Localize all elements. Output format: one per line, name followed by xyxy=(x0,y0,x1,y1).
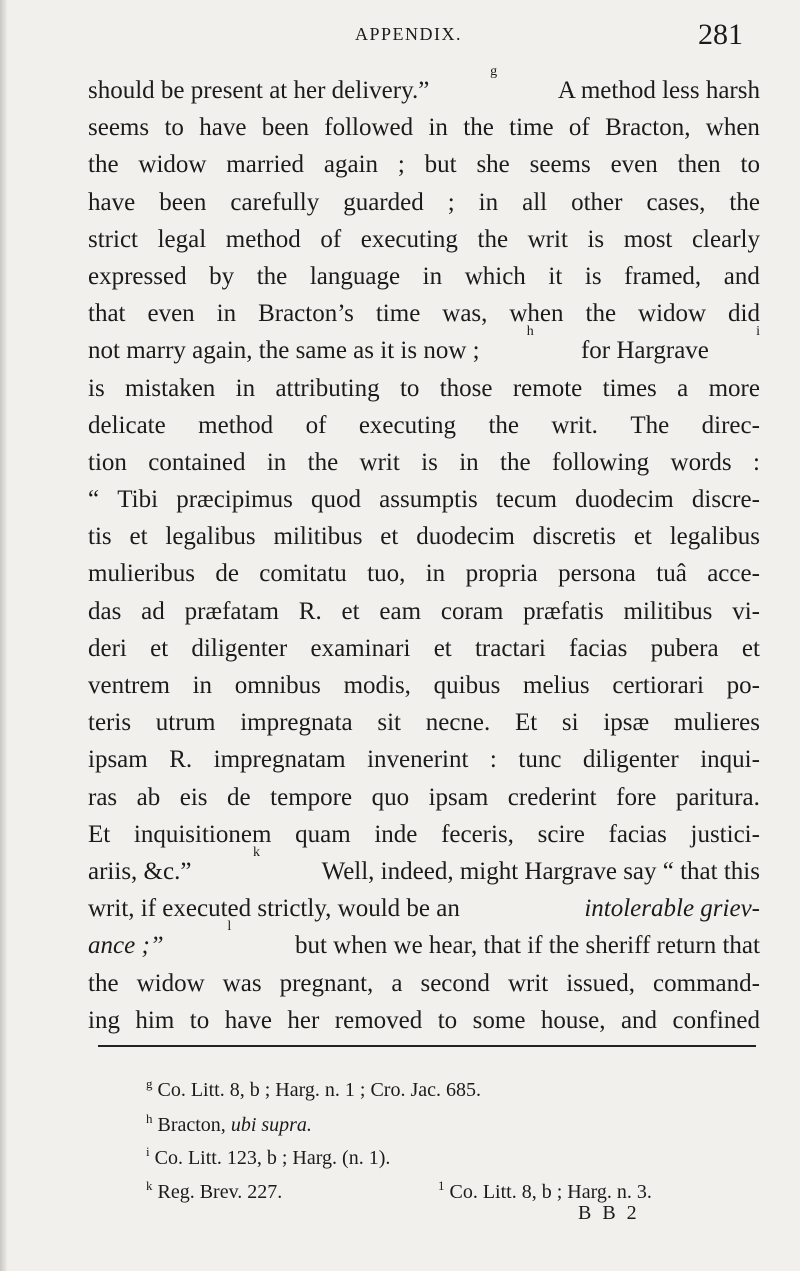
footnote-ref: k xyxy=(253,844,261,860)
text-line xyxy=(88,444,760,481)
word: diligenter xyxy=(582,746,679,774)
page-edge xyxy=(0,0,7,1271)
word: et xyxy=(433,634,452,662)
word: in xyxy=(235,374,256,402)
footnote-text: Co. Litt. 8, b ; Harg. n. 3. xyxy=(444,1181,652,1203)
word: quibus xyxy=(433,672,501,699)
running-head: APPENDIX. xyxy=(355,24,463,44)
text-run: A method less harsh xyxy=(557,77,760,104)
footnote-text: Co. Litt. 123, b ; Harg. (n. 1). xyxy=(149,1147,391,1169)
word: in xyxy=(422,262,443,290)
word: ad xyxy=(141,597,165,625)
page-header xyxy=(0,18,800,58)
footnote-mark: i xyxy=(146,1144,150,1159)
word: : xyxy=(752,448,760,476)
word: writ xyxy=(359,448,400,476)
word: po- xyxy=(726,672,760,699)
word: de xyxy=(215,560,239,588)
word: tis xyxy=(88,523,112,551)
word: ing xyxy=(88,1006,120,1034)
word: deri xyxy=(88,634,127,662)
word: time xyxy=(375,300,421,328)
text-line xyxy=(88,555,760,592)
text-line xyxy=(88,630,760,667)
word: et xyxy=(380,523,399,551)
word: method xyxy=(225,225,301,253)
word: but xyxy=(424,151,457,179)
page-number: 281 xyxy=(698,18,743,51)
word: carefully xyxy=(230,188,320,216)
word: in xyxy=(266,448,287,476)
text-line xyxy=(88,146,760,183)
word: contained xyxy=(148,448,246,476)
footnote-text: Reg. Brev. 227. xyxy=(152,1181,283,1203)
word: when xyxy=(705,114,760,142)
word: the xyxy=(477,225,509,253)
italic-run: ance ;” xyxy=(88,932,164,960)
text-run: not marry again, the same as it is now ; xyxy=(88,337,480,365)
word: direc- xyxy=(701,411,760,439)
word: paritura. xyxy=(675,783,760,811)
text-run: ariis, &c.” xyxy=(88,857,192,885)
word: fore xyxy=(616,783,657,811)
word: invenerint xyxy=(367,746,469,774)
word: widow xyxy=(136,969,205,997)
word: ipsam xyxy=(88,746,148,774)
word: married xyxy=(226,151,305,179)
footnote-i xyxy=(146,1143,390,1173)
word: language xyxy=(309,262,401,290)
word: necne. xyxy=(425,709,491,737)
word: the xyxy=(488,411,519,439)
text-line xyxy=(88,919,760,964)
word: quo xyxy=(371,783,410,811)
word: followed xyxy=(324,114,414,142)
footnote-ref: g xyxy=(490,64,498,79)
word: the xyxy=(256,262,288,290)
word: præcipimus xyxy=(176,486,293,514)
word: it xyxy=(548,262,563,290)
word: confined xyxy=(672,1006,760,1034)
word: is xyxy=(587,225,605,253)
word: acce- xyxy=(707,560,760,588)
word: issued, xyxy=(566,969,635,997)
word: seems xyxy=(529,151,591,179)
word: præfatis xyxy=(523,597,604,625)
word: feceris, xyxy=(441,820,514,848)
signature-mark: B B 2 xyxy=(578,1202,640,1224)
word: even xyxy=(147,300,195,328)
word: the xyxy=(500,448,531,476)
word: again xyxy=(323,151,379,179)
footnote-ref: l xyxy=(227,919,232,935)
italic-run: intolerable griev- xyxy=(584,895,760,923)
word: command- xyxy=(653,969,760,997)
word: cases, xyxy=(646,188,706,216)
text-line xyxy=(88,779,760,816)
word: tempore xyxy=(270,783,353,811)
word: mistaken xyxy=(125,374,216,402)
footnote-rule xyxy=(98,1045,756,1047)
word: executing xyxy=(360,225,458,253)
word: to xyxy=(189,1006,210,1034)
word: pubera xyxy=(650,634,719,662)
text-line xyxy=(88,965,760,1002)
word: to xyxy=(740,151,760,179)
text-line xyxy=(88,741,760,778)
word: clearly xyxy=(691,225,760,253)
word: coram xyxy=(440,597,504,625)
word: comitatu xyxy=(259,560,347,588)
word: tion xyxy=(88,448,127,476)
word: melius xyxy=(523,672,590,699)
word: the xyxy=(307,448,339,476)
word: writ. xyxy=(551,411,598,439)
footnote-h xyxy=(146,1110,312,1140)
footnote-ref: i xyxy=(756,324,760,340)
word: she xyxy=(476,151,510,179)
word: militibus xyxy=(273,523,363,551)
word: et xyxy=(129,523,148,551)
word: delicate xyxy=(88,411,166,439)
word: the xyxy=(729,188,760,216)
word: assumptis xyxy=(379,486,478,514)
word: widow xyxy=(638,300,707,328)
word: and xyxy=(620,1006,658,1034)
word: sit xyxy=(377,709,401,737)
word: ipsæ xyxy=(603,709,650,737)
word: ; xyxy=(447,188,455,216)
word: ipsam xyxy=(428,783,489,811)
text-run: Well, indeed, might Hargrave say “ that this xyxy=(321,857,760,885)
word: mulieres xyxy=(673,709,760,737)
word: teris xyxy=(88,709,132,737)
word: omnibus xyxy=(234,672,321,699)
word: have xyxy=(199,114,247,142)
text-run: writ, if executed strictly, would be an xyxy=(88,895,460,923)
word: some xyxy=(472,1006,526,1034)
word: and xyxy=(723,262,760,290)
word: did xyxy=(728,300,760,328)
word: guarded xyxy=(343,188,424,216)
word: removed xyxy=(334,1006,423,1034)
text-line xyxy=(88,518,760,555)
footnote-italic: ubi supra. xyxy=(230,1114,312,1136)
word: was xyxy=(222,969,262,997)
word: mulieribus xyxy=(88,560,195,588)
word: examinari xyxy=(310,634,411,662)
footnote-mark: h xyxy=(146,1111,153,1126)
word: persona xyxy=(558,560,636,588)
word: of xyxy=(320,225,342,253)
word: et xyxy=(150,634,169,662)
word: have xyxy=(88,188,136,216)
word: Et xyxy=(514,709,538,737)
word: tuo, xyxy=(367,560,406,588)
word: the xyxy=(463,114,494,142)
body-text xyxy=(88,64,760,1039)
word: propria xyxy=(465,560,538,588)
text-line xyxy=(88,370,760,407)
word: the xyxy=(88,151,119,179)
word: remote xyxy=(512,374,583,402)
text-line xyxy=(88,667,760,704)
word: in xyxy=(459,448,479,476)
word: following xyxy=(551,448,650,476)
word: et xyxy=(633,523,652,551)
word: discre- xyxy=(691,486,760,514)
footnote-mark: g xyxy=(146,1076,153,1091)
word: eis xyxy=(179,783,208,811)
text-line xyxy=(88,593,760,630)
word: house, xyxy=(540,1006,606,1034)
word: the xyxy=(585,300,617,328)
word: inde xyxy=(374,820,418,848)
word: executing xyxy=(358,411,457,439)
word: ab xyxy=(136,783,161,811)
word: tractari xyxy=(474,634,546,662)
word: eam xyxy=(379,597,422,625)
text-line xyxy=(88,221,760,258)
word: Bracton’s xyxy=(258,300,354,328)
word: Et xyxy=(88,820,111,848)
word: framed, xyxy=(624,262,702,290)
word: time xyxy=(509,114,554,142)
text-run: should be present at her delivery.” xyxy=(88,77,430,104)
word: quam xyxy=(295,820,351,848)
word: tuâ xyxy=(656,560,687,588)
footnote-text: Co. Litt. 8, b ; Harg. n. 1 ; Cro. Jac. 685. xyxy=(152,1079,481,1101)
word: second xyxy=(420,969,490,997)
text-line xyxy=(88,816,760,853)
word: in xyxy=(192,672,213,699)
word: writ xyxy=(507,969,549,997)
word: inqui- xyxy=(700,746,760,774)
text-line xyxy=(88,64,760,109)
footnote-mark: 1 xyxy=(438,1178,445,1193)
text-line xyxy=(88,295,760,332)
word: in xyxy=(478,188,499,216)
word: attributing xyxy=(275,374,380,402)
word: strict xyxy=(88,225,138,253)
word: et xyxy=(741,634,760,662)
word: to xyxy=(164,114,184,142)
word: is xyxy=(421,448,438,476)
word: other xyxy=(571,188,623,216)
word: of xyxy=(305,411,327,439)
word: is xyxy=(584,262,602,290)
word: militibus xyxy=(623,597,713,625)
text-line xyxy=(88,258,760,295)
word: vi- xyxy=(732,597,760,625)
word: more xyxy=(708,374,760,402)
word: ; xyxy=(397,151,405,179)
word: utrum xyxy=(155,709,216,737)
footnote-text: Bracton, xyxy=(152,1114,231,1136)
word: ventrem xyxy=(88,672,170,699)
word: ras xyxy=(88,783,118,811)
word: her xyxy=(287,1006,320,1034)
word: legalibus xyxy=(669,523,760,551)
word: expressed xyxy=(88,262,187,290)
word: times xyxy=(602,374,657,402)
word: inquisitionem xyxy=(133,820,272,848)
word: even xyxy=(610,151,658,179)
text-line xyxy=(88,844,760,890)
word: præfatam xyxy=(184,597,279,625)
word: a xyxy=(391,969,403,997)
word: Tibi xyxy=(117,486,159,514)
word: is xyxy=(88,374,105,402)
word: crederint xyxy=(507,783,597,811)
word: which xyxy=(464,262,526,290)
word: das xyxy=(88,597,122,625)
word: de xyxy=(227,783,251,811)
text-line xyxy=(88,481,760,518)
word: in xyxy=(425,560,446,588)
text-run: but when we hear, that if the sheriff return that xyxy=(294,932,760,960)
word: facias xyxy=(569,634,628,662)
word: duodecim xyxy=(575,486,674,514)
word: Bracton, xyxy=(605,114,691,142)
word: duodecim xyxy=(416,523,515,551)
text-line xyxy=(88,704,760,741)
word: in xyxy=(216,300,237,328)
word: quod xyxy=(311,486,361,514)
word: et xyxy=(341,597,360,625)
word: The xyxy=(630,411,670,439)
word: impregnatam xyxy=(213,746,346,774)
word: certiorari xyxy=(612,672,704,699)
text-run: for Hargrave xyxy=(580,337,709,365)
word: pregnant, xyxy=(279,969,374,997)
text-line xyxy=(88,1002,760,1039)
word: have xyxy=(224,1006,272,1034)
word: writ xyxy=(527,225,568,253)
footnote-k xyxy=(146,1177,282,1207)
word: : xyxy=(489,746,497,774)
word: was, xyxy=(442,300,488,328)
word: been xyxy=(159,188,207,216)
text-line xyxy=(88,324,760,369)
word: most xyxy=(623,225,673,253)
word: tunc xyxy=(518,746,562,774)
word: to xyxy=(437,1006,458,1034)
word: si xyxy=(561,709,579,737)
word: in xyxy=(428,114,448,142)
word: by xyxy=(209,262,235,290)
word: justici- xyxy=(690,820,760,848)
footnote-ref: h xyxy=(526,324,534,340)
word: words xyxy=(670,448,732,476)
footnote-mark: k xyxy=(146,1178,153,1193)
word: scire xyxy=(537,820,585,848)
word: seems xyxy=(88,114,150,142)
word: facias xyxy=(608,820,667,848)
word: discretis xyxy=(532,523,616,551)
word: then xyxy=(677,151,721,179)
word: to xyxy=(399,374,420,402)
word: when xyxy=(509,300,564,328)
word: modis, xyxy=(343,672,411,699)
word: those xyxy=(439,374,493,402)
word: that xyxy=(88,300,126,328)
word: the xyxy=(88,969,119,997)
text-line xyxy=(88,184,760,221)
text-line xyxy=(88,407,760,444)
word: diligenter xyxy=(191,634,288,662)
word: impregnata xyxy=(240,709,353,737)
word: been xyxy=(261,114,309,142)
word: “ xyxy=(88,486,100,514)
word: R. xyxy=(298,597,322,625)
word: R. xyxy=(169,746,193,774)
text-line xyxy=(88,890,760,927)
text-line xyxy=(88,109,760,146)
word: widow xyxy=(138,151,207,179)
word: him xyxy=(135,1006,175,1034)
word: legal xyxy=(157,225,207,253)
word: tecum xyxy=(495,486,557,514)
word: of xyxy=(568,114,590,142)
word: all xyxy=(522,188,548,216)
word: legalibus xyxy=(165,523,256,551)
word: method xyxy=(198,411,274,439)
footnote-g xyxy=(146,1075,481,1105)
word: a xyxy=(677,374,689,402)
